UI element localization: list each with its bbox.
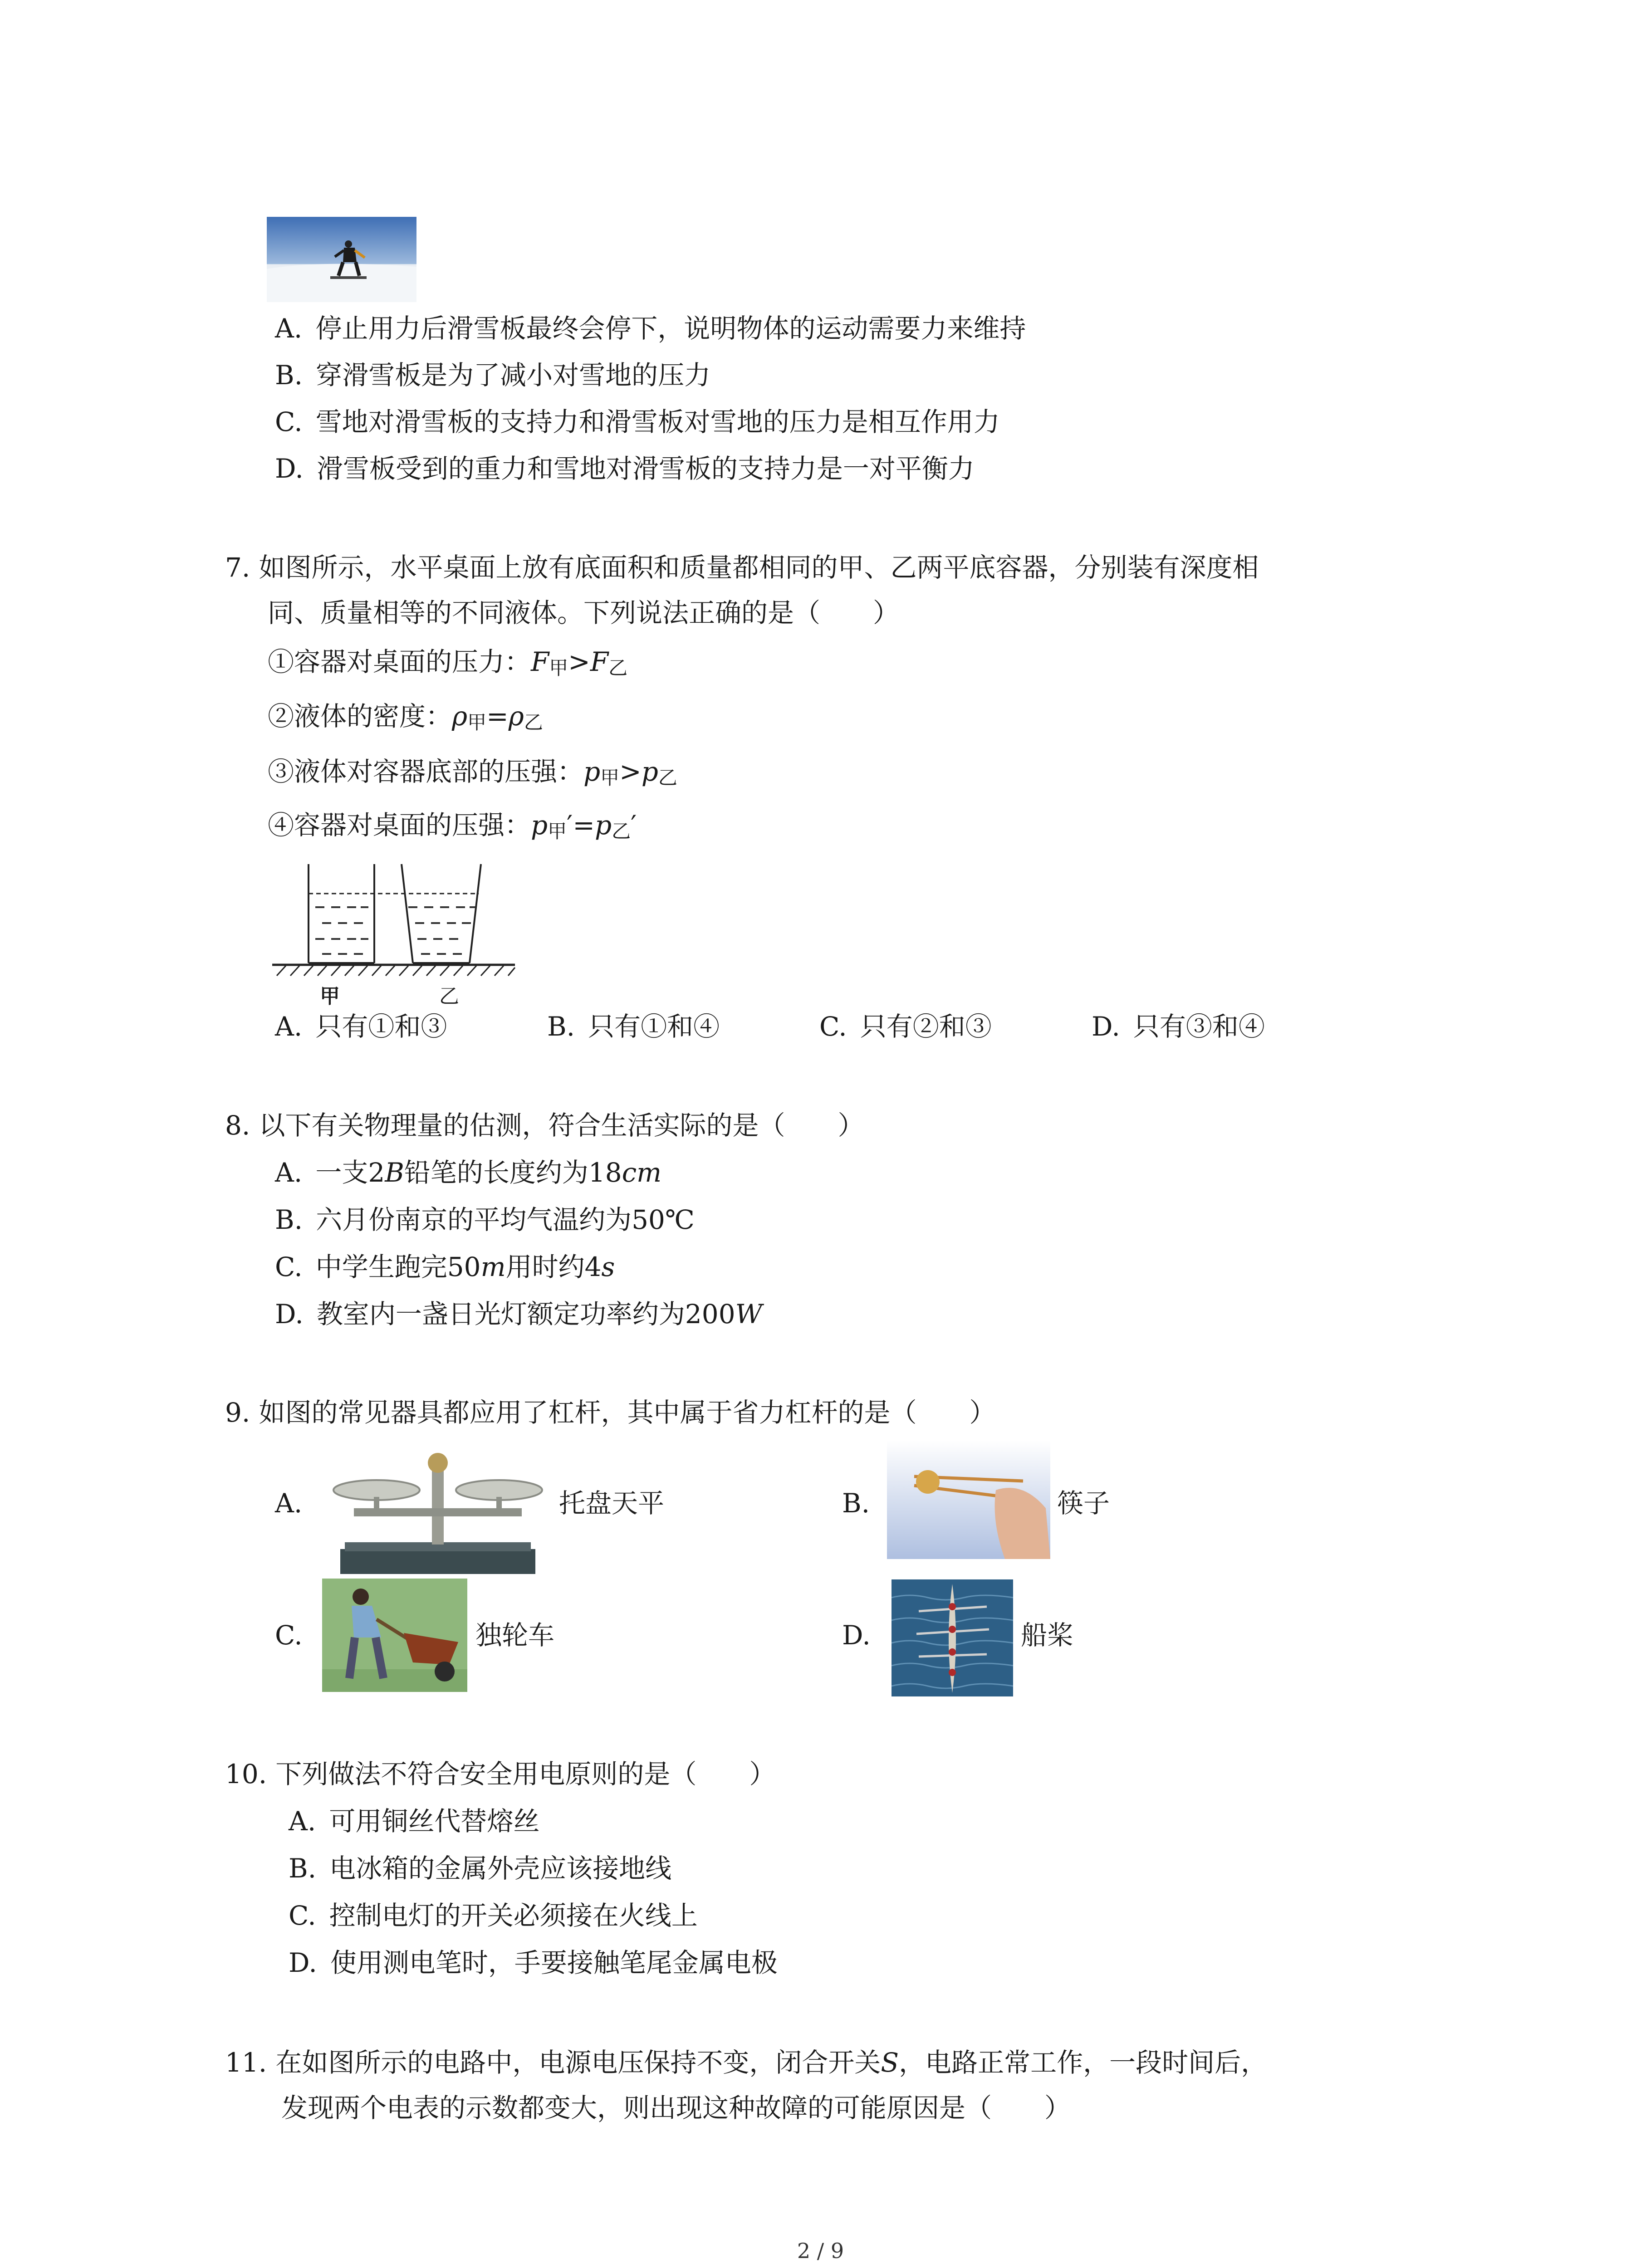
q9-option-a-label: 托盘天平 [559,1488,665,1519]
containers-diagram [268,860,522,1009]
q7-statement-4: ④容器对桌面的压强：p甲′=p乙′ [268,810,637,842]
q10-option-b: B. 电冰箱的金属外壳应该接地线 [289,1853,672,1884]
q8-stem: 8. 以下有关物理量的估测，符合生活实际的是（ ） [225,1110,864,1141]
q6-option-c: C. 雪地对滑雪板的支持力和滑雪板对雪地的压力是相互作用力 [275,406,1000,437]
figure-label-jia: 甲 [320,985,340,1008]
chopsticks-image [887,1440,1050,1559]
q9-option-b-letter: B. [842,1488,870,1519]
q7-option-c: C. 只有②和③ [819,1011,992,1042]
q7-statement-3: ③液体对容器底部的压强：p甲>p乙 [268,756,677,789]
q7-stem-line1: 7. 如图所示，水平桌面上放有底面积和质量都相同的甲、乙两平底容器，分别装有深度相 [225,552,1259,583]
q8-option-d: D. 教室内一盏日光灯额定功率约为200W [275,1299,763,1330]
q10-option-d: D. 使用测电笔时，手要接触笔尾金属电极 [289,1947,778,1978]
q7-statement-2: ②液体的密度：ρ甲=ρ乙 [268,701,543,733]
q9-option-c-letter: C. [275,1620,303,1651]
q9-option-d-label: 船桨 [1021,1620,1074,1651]
q9-option-c-label: 独轮车 [475,1620,555,1651]
wheelbarrow-image [322,1579,467,1692]
q6-option-d: D. 滑雪板受到的重力和雪地对滑雪板的支持力是一对平衡力 [275,453,975,484]
balance-scale-image [327,1440,549,1576]
q9-stem: 9. 如图的常见器具都应用了杠杆，其中属于省力杠杆的是（ ） [225,1397,996,1428]
page-number: 2 / 9 [797,2239,844,2263]
q10-option-c: C. 控制电灯的开关必须接在火线上 [289,1900,698,1931]
q10-stem: 10. 下列做法不符合安全用电原则的是（ ） [225,1759,776,1789]
q8-option-c: C. 中学生跑完50m用时约4s [275,1251,615,1282]
q7-option-d: D. 只有③和④ [1092,1011,1265,1042]
q6-option-a: A. 停止用力后滑雪板最终会停下，说明物体的运动需要力来维持 [275,313,1026,344]
q8-option-b: B. 六月份南京的平均气温约为50℃ [275,1204,695,1235]
q11-stem-line2: 发现两个电表的示数都变大，则出现这种故障的可能原因是（ ） [281,2092,1071,2123]
q7-stem-line2: 同、质量相等的不同液体。下列说法正确的是（ ） [268,597,900,628]
q9-option-d-letter: D. [842,1620,871,1651]
rowing-boat-image [892,1579,1013,1696]
q7-option-a: A. 只有①和③ [275,1011,447,1042]
figure-label-yi: 乙 [439,985,459,1008]
skier-photo [267,217,416,302]
q9-option-a-letter: A. [275,1488,303,1519]
q8-option-a: A. 一支2B铅笔的长度约为18cm [275,1157,662,1188]
q6-option-b: B. 穿滑雪板是为了减小对雪地的压力 [275,360,711,391]
q11-stem-line1: 11. 在如图所示的电路中，电源电压保持不变，闭合开关S，电路正常工作，一段时间后， [225,2047,1268,2078]
q7-option-b: B. 只有①和④ [547,1011,720,1042]
q7-statement-1: ①容器对桌面的压力：F甲>F乙 [268,646,628,679]
q10-option-a: A. 可用铜丝代替熔丝 [289,1806,540,1837]
q9-option-b-label: 筷子 [1057,1488,1110,1519]
